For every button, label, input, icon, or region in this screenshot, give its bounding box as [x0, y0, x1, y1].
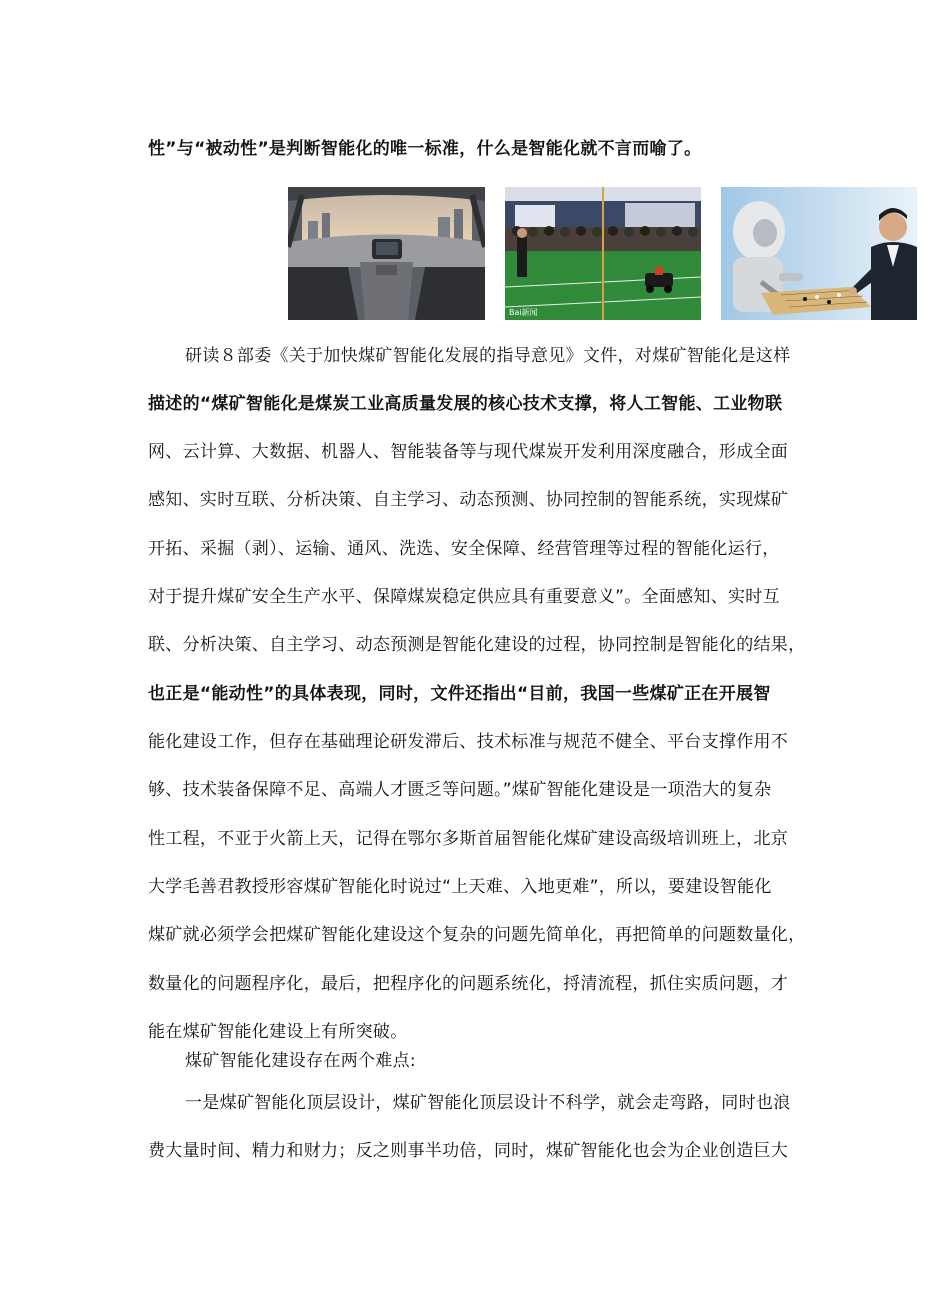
- paragraph-line: 性工程，不亚于火箭上天，记得在鄂尔多斯首届智能化煤矿建设高级培训班上，北京: [148, 829, 789, 849]
- paragraph-line: 一是煤矿智能化顶层设计，煤矿智能化顶层设计不科学，就会走弯路，同时也浪: [185, 1093, 791, 1113]
- paragraph-line: 费大量时间、精力和财力；反之则事半功倍，同时，煤矿智能化也会为企业创造巨大: [148, 1141, 789, 1161]
- paragraph-line: 能在煤矿智能化建设上有所突破。: [148, 1022, 408, 1042]
- paragraph-line: 够、技术装备保障不足、高端人才匮乏等问题。”煤矿智能化建设是一项浩大的复杂: [148, 780, 772, 800]
- paragraph-line: 煤矿就必须学会把煤矿智能化建设这个复杂的问题先简单化，再把简单的问题数量化，: [148, 925, 806, 945]
- robot-playing-go-image: [721, 187, 917, 320]
- paragraph-line: 研读８部委《关于加快煤矿智能化发展的指导意见》文件，对煤矿智能化是这样: [185, 346, 791, 366]
- paragraph-line: 感知、实时互联、分析决策、自主学习、动态预测、协同控制的智能系统，实现煤矿: [148, 490, 789, 510]
- paragraph-line: 网、云计算、大数据、机器人、智能装备等与现代煤炭开发利用深度融合，形成全面: [148, 442, 789, 462]
- continued-text-line: 性”与“被动性”是判断智能化的唯一标准，什么是智能化就不言而喻了。: [148, 139, 702, 159]
- autonomous-car-interior-image: [288, 187, 485, 320]
- paragraph-line: 数量化的问题程序化，最后，把程序化的问题系统化，捋清流程，抓住实质问题，才: [148, 974, 789, 994]
- paragraph-line: 描述的“煤矿智能化是煤炭工业高质量发展的核心技术支撑，将人工智能、工业物联: [148, 394, 783, 414]
- image-watermark: Bai新闻: [509, 308, 538, 317]
- paragraph-line: 联、分析决策、自主学习、动态预测是智能化建设的过程，协同控制是智能化的结果，: [148, 635, 806, 655]
- paragraph-line: 煤矿智能化建设存在两个难点:: [185, 1051, 416, 1071]
- paragraph-line: 也正是“能动性”的具体表现，同时，文件还指出“目前，我国一些煤矿正在开展智: [148, 684, 771, 704]
- paragraph-line: 对于提升煤矿安全生产水平、保障煤炭稳定供应具有重要意义”。全面感知、实时互: [148, 587, 780, 607]
- paragraph-line: 大学毛善君教授形容煤矿智能化时说过“上天难、入地更难”，所以，要建设智能化: [148, 877, 772, 897]
- robot-exhibition-image: [505, 187, 701, 320]
- paragraph-line: 能化建设工作，但存在基础理论研发滞后、技术标准与规范不健全、平台支撑作用不: [148, 732, 789, 752]
- paragraph-line: 开拓、采掘（剥）、运输、通风、洗选、安全保障、经营管理等过程的智能化运行，: [148, 539, 780, 559]
